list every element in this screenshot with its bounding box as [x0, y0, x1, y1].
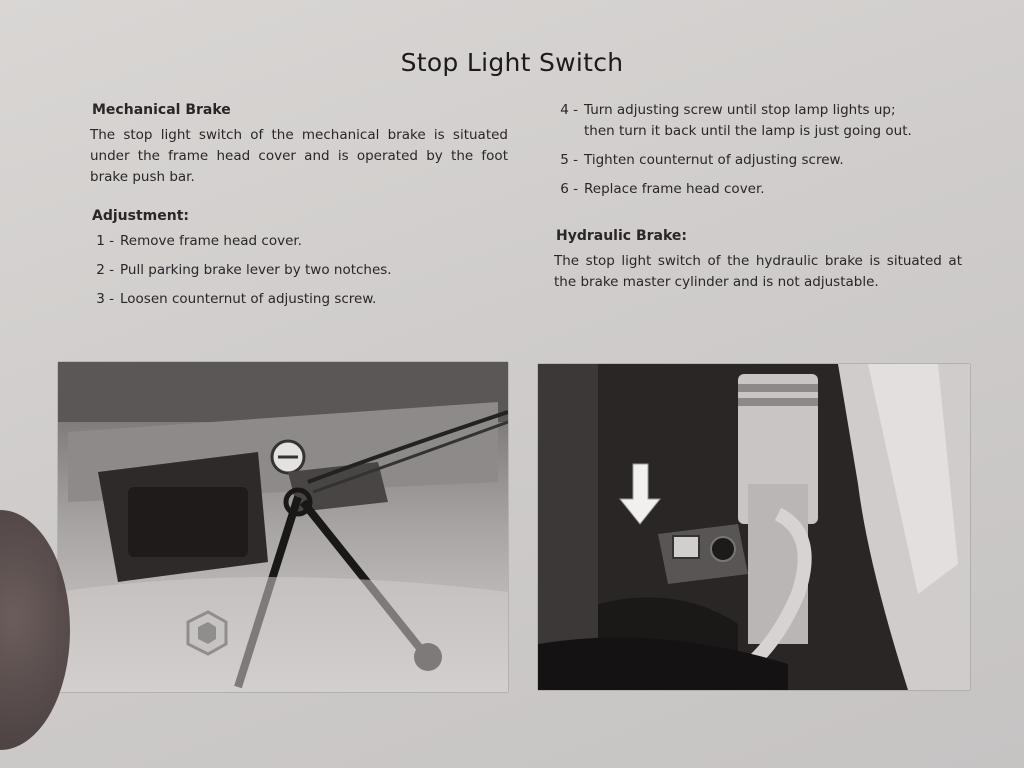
step-number: 6 -	[560, 181, 578, 197]
step-text: Loosen counternut of adjusting screw.	[120, 291, 377, 307]
step-text: Remove frame head cover.	[120, 233, 302, 249]
step-number: 3 -	[96, 291, 114, 307]
step-item	[552, 150, 962, 171]
adjustment-steps-right	[552, 100, 962, 200]
step-number: 5 -	[560, 152, 578, 168]
step-number: 4 -	[560, 102, 578, 118]
hydraulic-switch-illustration	[538, 364, 970, 690]
adjustment-steps-left	[88, 231, 508, 310]
step-text-continued: then turn it back until the lamp is just going out.	[584, 123, 912, 139]
right-column	[552, 100, 962, 305]
step-text: Pull parking brake lever by two notches.	[120, 262, 392, 278]
step-text: Replace frame head cover.	[584, 181, 765, 197]
mechanical-brake-photo	[58, 362, 508, 692]
step-item	[552, 179, 962, 200]
mechanical-brake-heading: Mechanical Brake	[92, 102, 231, 118]
step-number: 1 -	[96, 233, 114, 249]
adjustment-heading: Adjustment:	[92, 208, 189, 224]
hydraulic-brake-heading: Hydraulic Brake:	[556, 228, 688, 244]
hydraulic-brake-text: The stop light switch of the hydraulic brake is situated at the brake master cylinder and is not adjustable.	[554, 253, 962, 290]
hydraulic-brake-photo	[538, 364, 970, 690]
mechanical-switch-illustration	[58, 362, 508, 692]
page-title: Stop Light Switch	[400, 48, 624, 77]
step-item	[88, 289, 508, 310]
step-item	[88, 260, 508, 281]
step-item	[88, 231, 508, 252]
step-text: Turn adjusting screw until stop lamp lights up;	[584, 102, 896, 118]
left-column	[88, 100, 508, 318]
step-number: 2 -	[96, 262, 114, 278]
step-text: Tighten counternut of adjusting screw.	[584, 152, 844, 168]
mechanical-brake-text: The stop light switch of the mechanical brake is situated under the frame head cover and is operated by the foot brake push bar.	[90, 127, 508, 185]
step-item	[552, 100, 962, 142]
